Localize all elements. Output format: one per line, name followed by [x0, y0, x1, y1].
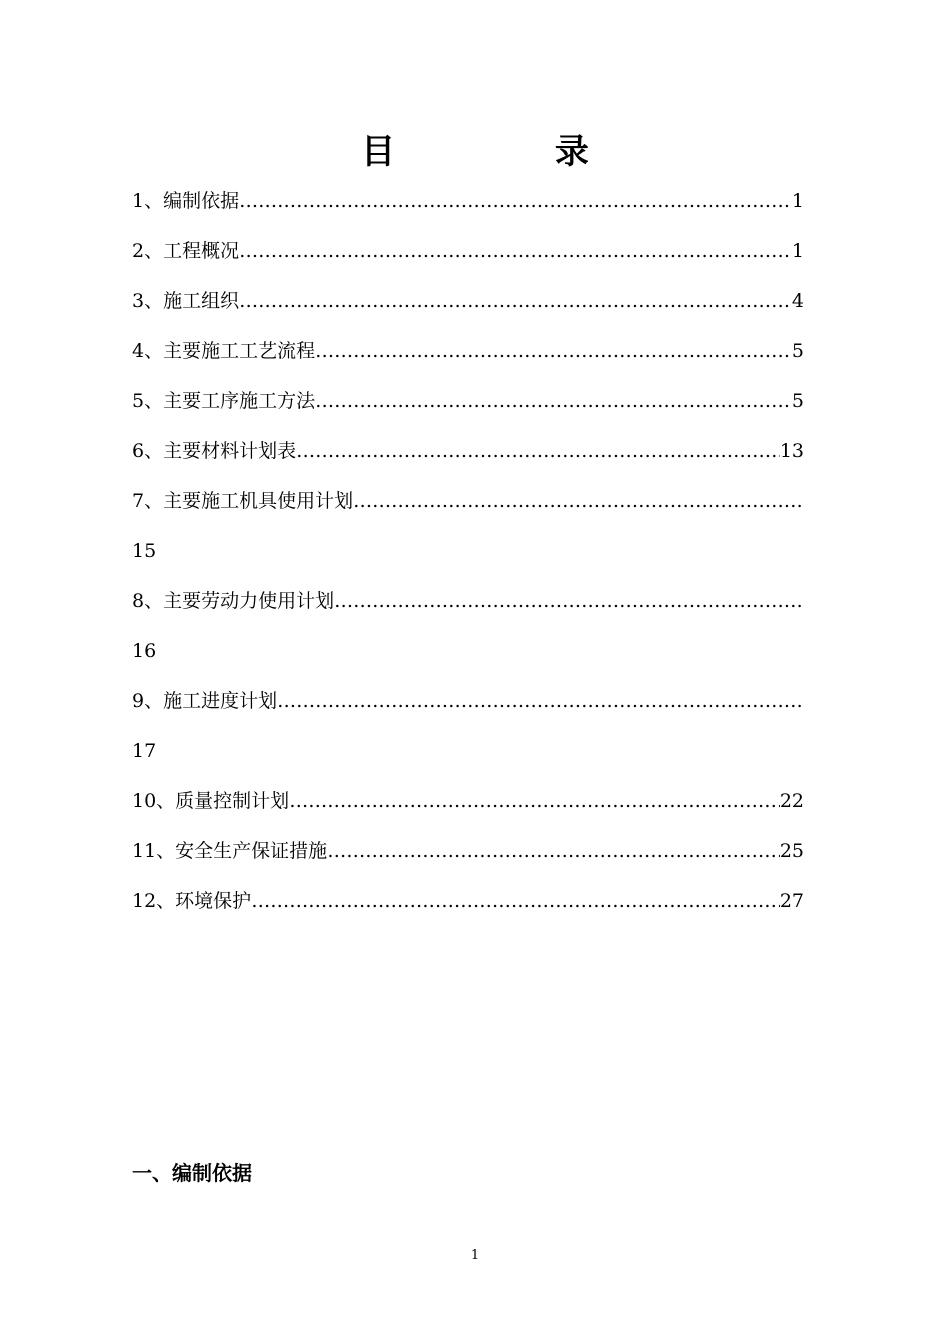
toc-entry[interactable] [132, 286, 804, 316]
dot-leader [296, 436, 780, 466]
toc-entry-label: 9、施工进度计划 [132, 690, 278, 712]
toc-entry[interactable] [132, 236, 804, 266]
dot-leader [315, 386, 792, 416]
toc-entry-page: 15 [132, 540, 157, 562]
dot-leader [315, 336, 792, 366]
toc-title: 目 录 [361, 132, 663, 172]
dot-leader [334, 586, 804, 616]
toc-entry-page: 1 [791, 190, 804, 212]
toc-entry[interactable] [132, 586, 804, 616]
dot-leader [277, 686, 804, 716]
toc-entry-label: 5、主要工序施工方法 [132, 390, 316, 412]
page-number: 1 [470, 1248, 480, 1263]
section-heading: 一、编制依据 [132, 1161, 252, 1185]
toc-entry[interactable] [132, 186, 804, 216]
toc-entry-page: 5 [791, 340, 804, 362]
toc-entry-page: 25 [779, 840, 804, 862]
toc-entry-label: 7、主要施工机具使用计划 [132, 490, 354, 512]
toc-entry-page: 1 [791, 240, 804, 262]
toc-entry[interactable] [132, 686, 804, 716]
toc-entry-label: 2、工程概况 [132, 240, 240, 262]
toc-entry-label: 1、编制依据 [132, 190, 240, 212]
toc-entry[interactable] [132, 786, 804, 816]
toc-entry[interactable] [132, 886, 804, 916]
toc-entry-page: 4 [791, 290, 804, 312]
toc-entry[interactable] [132, 436, 804, 466]
dot-leader [289, 786, 780, 816]
dot-leader [327, 836, 780, 866]
toc-entry-label: 10、质量控制计划 [132, 790, 290, 812]
toc-entry-label: 11、安全生产保证措施 [132, 840, 328, 862]
toc-entry[interactable] [132, 336, 804, 366]
toc-entry[interactable] [132, 836, 804, 866]
toc-entry-label: 4、主要施工工艺流程 [132, 340, 316, 362]
toc-entry-label: 3、施工组织 [132, 290, 240, 312]
toc-entry-label: 12、环境保护 [132, 890, 252, 912]
toc-entry-page: 22 [779, 790, 804, 812]
dot-leader [239, 186, 792, 216]
toc-entry[interactable] [132, 486, 804, 516]
toc-entry-page: 16 [132, 640, 157, 662]
dot-leader [239, 236, 792, 266]
toc-entry[interactable] [132, 386, 804, 416]
toc-entry-page: 27 [779, 890, 804, 912]
toc-entry-page: 13 [779, 440, 804, 462]
dot-leader [251, 886, 780, 916]
toc-entry-label: 8、主要劳动力使用计划 [132, 590, 335, 612]
dot-leader [353, 486, 804, 516]
toc-entry-page: 5 [791, 390, 804, 412]
toc-entry-page: 17 [132, 740, 157, 762]
toc-entry-label: 6、主要材料计划表 [132, 440, 297, 462]
dot-leader [239, 286, 792, 316]
